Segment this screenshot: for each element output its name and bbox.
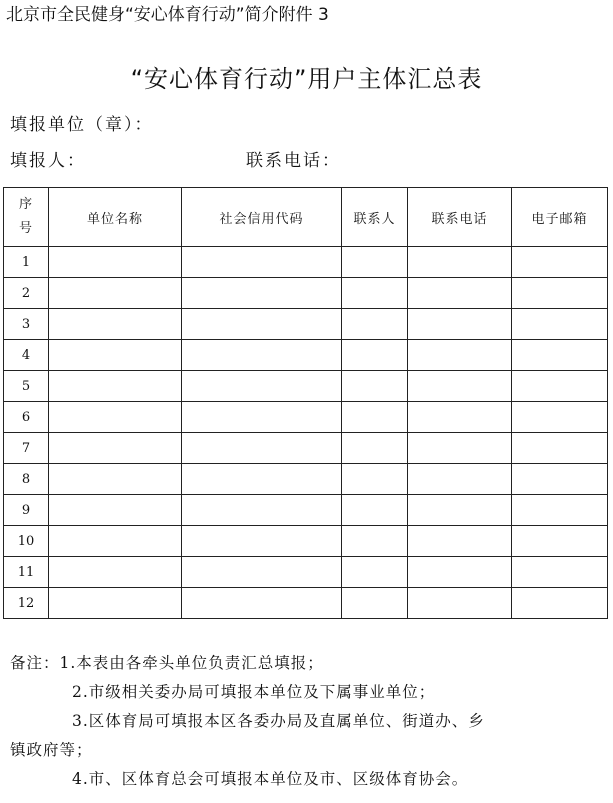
table-row: [4, 433, 608, 464]
contact-phone-label: 联系电话：: [246, 151, 341, 171]
row-number-cell: 4: [4, 340, 49, 371]
notes-label: 备注：: [10, 654, 60, 672]
note-item-3-continued: 镇政府等；: [10, 741, 93, 759]
table-row: [4, 588, 608, 619]
credit-code-cell[interactable]: [182, 247, 342, 278]
email-cell[interactable]: [512, 309, 608, 340]
phone-cell[interactable]: [408, 340, 512, 371]
table-row: [4, 340, 608, 371]
row-number-cell: 3: [4, 309, 49, 340]
unit-name-cell[interactable]: [49, 309, 182, 340]
email-cell[interactable]: [512, 278, 608, 309]
phone-cell[interactable]: [408, 309, 512, 340]
credit-code-cell[interactable]: [182, 588, 342, 619]
contact-cell[interactable]: [342, 464, 408, 495]
unit-name-cell[interactable]: [49, 371, 182, 402]
unit-name-cell[interactable]: [49, 495, 182, 526]
table-row: [4, 557, 608, 588]
filing-unit-label: 填报单位（章）：: [10, 115, 154, 135]
note-item-3: 3.区体育局可填报本区各委办局及直属单位、街道办、乡: [72, 712, 485, 730]
contact-cell[interactable]: [342, 340, 408, 371]
contact-cell[interactable]: [342, 588, 408, 619]
credit-code-cell[interactable]: [182, 278, 342, 309]
notes-section: [10, 649, 608, 794]
contact-cell[interactable]: [342, 402, 408, 433]
row-number-cell: 12: [4, 588, 49, 619]
table-row: [4, 495, 608, 526]
table-row: [4, 402, 608, 433]
table-row: [4, 309, 608, 340]
note-item-2: 2.市级相关委办局可填报本单位及下属事业单位；: [72, 683, 436, 701]
email-cell[interactable]: [512, 433, 608, 464]
contact-cell[interactable]: [342, 247, 408, 278]
column-header-seq-char: 号: [18, 221, 33, 236]
unit-name-cell[interactable]: [49, 402, 182, 433]
contact-cell[interactable]: [342, 278, 408, 309]
unit-name-cell[interactable]: [49, 526, 182, 557]
page-title: “安心体育行动”用户主体汇总表: [130, 65, 483, 93]
credit-code-cell[interactable]: [182, 309, 342, 340]
email-cell[interactable]: [512, 495, 608, 526]
credit-code-cell[interactable]: [182, 526, 342, 557]
row-number-cell: 11: [4, 557, 49, 588]
row-number-cell: 2: [4, 278, 49, 309]
email-cell[interactable]: [512, 557, 608, 588]
row-number-cell: 8: [4, 464, 49, 495]
phone-cell[interactable]: [408, 433, 512, 464]
contact-cell[interactable]: [342, 309, 408, 340]
credit-code-cell[interactable]: [182, 557, 342, 588]
phone-cell[interactable]: [408, 557, 512, 588]
email-cell[interactable]: [512, 526, 608, 557]
email-cell[interactable]: [512, 402, 608, 433]
phone-cell[interactable]: [408, 247, 512, 278]
contact-cell[interactable]: [342, 557, 408, 588]
column-header-seq-char: 序: [18, 197, 33, 212]
contact-cell[interactable]: [342, 495, 408, 526]
unit-name-cell[interactable]: [49, 340, 182, 371]
row-number-cell: 6: [4, 402, 49, 433]
phone-cell[interactable]: [408, 402, 512, 433]
phone-cell[interactable]: [408, 278, 512, 309]
phone-cell[interactable]: [408, 495, 512, 526]
table-row: [4, 526, 608, 557]
credit-code-cell[interactable]: [182, 402, 342, 433]
column-header-email: 电子邮箱: [512, 188, 608, 247]
table-row: [4, 247, 608, 278]
column-header-seq-text: [4, 193, 48, 241]
table-header-row: [4, 188, 608, 247]
summary-table: [3, 187, 608, 619]
unit-name-cell[interactable]: [49, 464, 182, 495]
credit-code-cell[interactable]: [182, 433, 342, 464]
row-number-cell: 10: [4, 526, 49, 557]
contact-cell[interactable]: [342, 433, 408, 464]
note-item-1: 备注：1.本表由各牵头单位负责汇总填报；: [10, 654, 324, 672]
filing-person-label: 填报人：: [10, 151, 86, 171]
unit-name-cell[interactable]: [49, 588, 182, 619]
row-number-cell: 9: [4, 495, 49, 526]
email-cell[interactable]: [512, 588, 608, 619]
unit-name-cell[interactable]: [49, 278, 182, 309]
unit-name-cell[interactable]: [49, 247, 182, 278]
credit-code-cell[interactable]: [182, 371, 342, 402]
phone-cell[interactable]: [408, 371, 512, 402]
unit-name-cell[interactable]: [49, 433, 182, 464]
credit-code-cell[interactable]: [182, 495, 342, 526]
credit-code-cell[interactable]: [182, 340, 342, 371]
contact-cell[interactable]: [342, 371, 408, 402]
phone-cell[interactable]: [408, 526, 512, 557]
table-row: [4, 371, 608, 402]
phone-cell[interactable]: [408, 464, 512, 495]
contact-cell[interactable]: [342, 526, 408, 557]
phone-cell[interactable]: [408, 588, 512, 619]
column-header-contact: 联系人: [342, 188, 408, 247]
unit-name-cell[interactable]: [49, 557, 182, 588]
column-header-credit-code: 社会信用代码: [182, 188, 342, 247]
row-number-cell: 1: [4, 247, 49, 278]
credit-code-cell[interactable]: [182, 464, 342, 495]
attachment-header: 北京市全民健身“安心体育行动”简介附件 3: [6, 5, 329, 25]
column-header-unit-name: 单位名称: [49, 188, 182, 247]
row-number-cell: 7: [4, 433, 49, 464]
table-row: [4, 278, 608, 309]
column-header-phone: 联系电话: [408, 188, 512, 247]
email-cell[interactable]: [512, 371, 608, 402]
column-header-seq: [4, 188, 49, 247]
email-cell[interactable]: [512, 340, 608, 371]
table-row: [4, 464, 608, 495]
email-cell[interactable]: [512, 464, 608, 495]
note-item-4: 4.市、区体育总会可填报本单位及市、区级体育协会。: [72, 770, 469, 788]
table-body: [4, 247, 608, 619]
email-cell[interactable]: [512, 247, 608, 278]
row-number-cell: 5: [4, 371, 49, 402]
